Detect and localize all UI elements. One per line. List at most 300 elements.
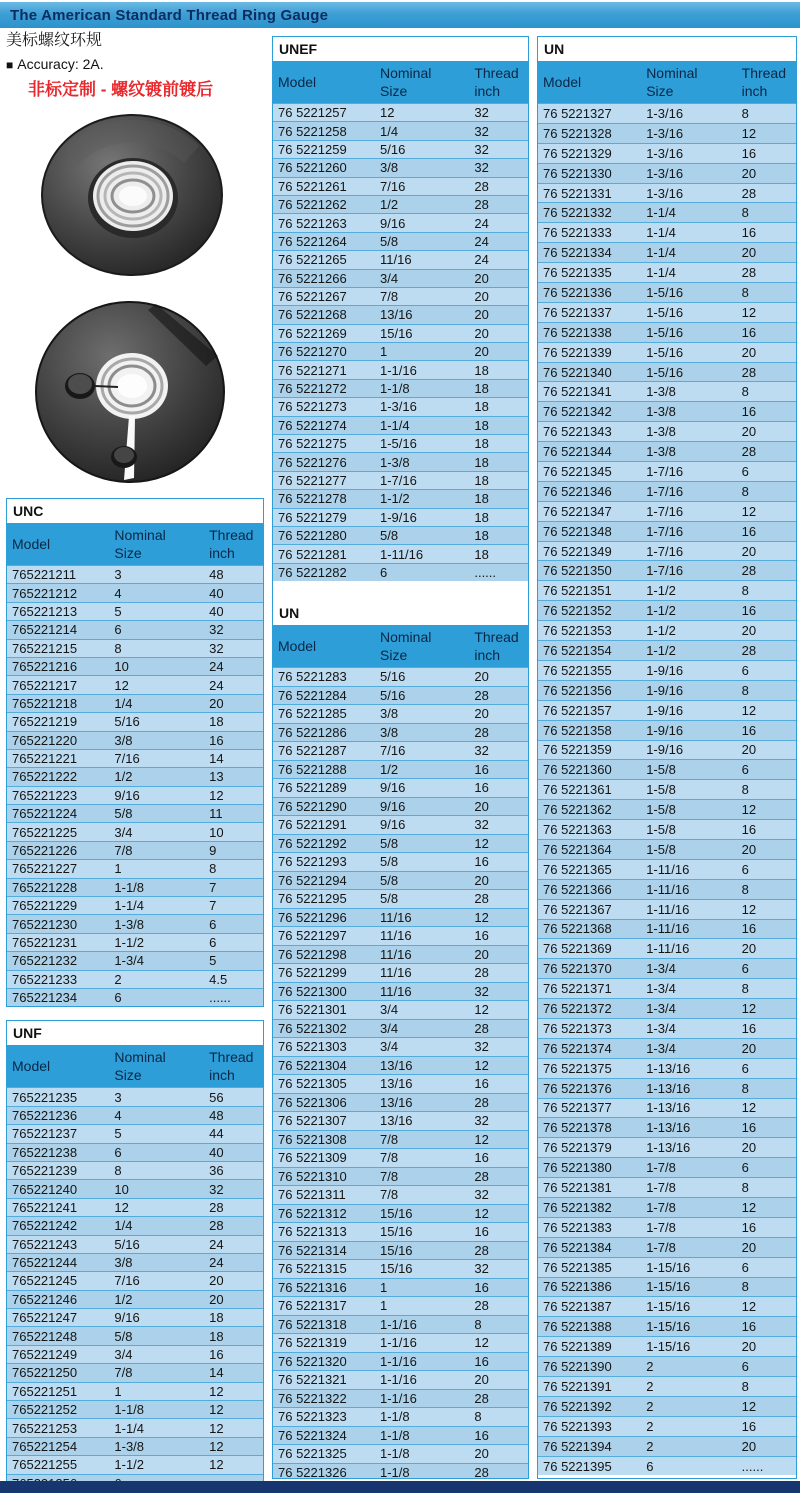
table-cell: 20	[469, 269, 528, 287]
table-cell: 76 5221310	[273, 1167, 375, 1186]
table-cell: 6	[204, 915, 263, 933]
table-row	[538, 1317, 796, 1337]
table-cell: 1-9/16	[641, 720, 736, 740]
table-row	[538, 1357, 796, 1377]
table-cell: 7/8	[375, 1149, 469, 1168]
table-cell: 3/8	[375, 705, 469, 724]
table-row	[273, 122, 528, 140]
table-cell: 76 5221309	[273, 1149, 375, 1168]
table-row	[538, 1197, 796, 1217]
table-cell: 765221213	[7, 602, 109, 620]
table-cell: 76 5221354	[538, 641, 641, 661]
table-cell: 76 5221391	[538, 1377, 641, 1397]
table-cell: 76 5221367	[538, 899, 641, 919]
table-cell: 10	[109, 657, 204, 675]
table-cell: 765221233	[7, 970, 109, 988]
table-cell: 16	[469, 1278, 528, 1297]
table-cell: 765221222	[7, 768, 109, 786]
table-cell: 32	[469, 104, 528, 122]
table-cell: 12	[204, 1401, 263, 1419]
table-cell: 8	[737, 780, 796, 800]
table-cell: 76 5221308	[273, 1130, 375, 1149]
table-cell: 765221214	[7, 621, 109, 639]
table-cell: 16	[737, 919, 796, 939]
table-cell: 16	[737, 601, 796, 621]
table-cell: 2	[641, 1436, 736, 1456]
table-row	[7, 657, 263, 675]
table-cell: 1	[375, 1278, 469, 1297]
table-row	[7, 988, 263, 1006]
table-row	[7, 1456, 263, 1474]
table-cell: 1-5/16	[641, 342, 736, 362]
table-row	[273, 871, 528, 890]
table-cell: 765221215	[7, 639, 109, 657]
table-row	[273, 435, 528, 453]
table-cell: 36	[204, 1161, 263, 1179]
table-row	[273, 1186, 528, 1205]
table-cell: 76 5221345	[538, 462, 641, 482]
table-row	[273, 1056, 528, 1075]
table-cell: 1/4	[109, 1217, 204, 1235]
table-row	[273, 1149, 528, 1168]
table-cell: 12	[469, 1001, 528, 1020]
table-row	[538, 919, 796, 939]
table-cell: 76 5221343	[538, 422, 641, 442]
table-cell: 16	[204, 731, 263, 749]
table-cell: 76 5221315	[273, 1260, 375, 1279]
table-cell: 76 5221385	[538, 1257, 641, 1277]
table-cell: 20	[737, 1138, 796, 1158]
table-cell: 20	[737, 839, 796, 859]
table-row	[7, 694, 263, 712]
table-cell: 12	[109, 676, 204, 694]
table-cell: 765221219	[7, 713, 109, 731]
section-gap	[273, 581, 528, 601]
table-cell: 11	[204, 805, 263, 823]
table-cell: 20	[469, 945, 528, 964]
column-header-model: Model	[7, 523, 109, 566]
table-cell: 2	[641, 1357, 736, 1377]
table-row	[273, 563, 528, 581]
table-cell: 32	[204, 1180, 263, 1198]
table-cell: 3/4	[109, 823, 204, 841]
table-cell: 44	[204, 1125, 263, 1143]
table-cell: 8	[737, 283, 796, 303]
table-cell: 1-13/16	[641, 1138, 736, 1158]
table-cell: 20	[737, 243, 796, 263]
table-cell: 76 5221356	[538, 680, 641, 700]
table-cell: 1-5/16	[641, 302, 736, 322]
table-cell: 10	[109, 1180, 204, 1198]
table-cell: 8	[737, 1178, 796, 1198]
table-cell: 76 5221325	[273, 1445, 375, 1464]
table-cell: 12	[737, 1197, 796, 1217]
table-cell: 32	[204, 639, 263, 657]
table-cell: 765221227	[7, 860, 109, 878]
table-cell: 12	[737, 800, 796, 820]
table-cell: 765221248	[7, 1327, 109, 1345]
table-row	[538, 581, 796, 601]
table-row	[538, 800, 796, 820]
table-cell: 7/16	[109, 1272, 204, 1290]
table-row	[273, 1038, 528, 1057]
table-row	[273, 927, 528, 946]
table-cell: 1/4	[375, 122, 469, 140]
table-row	[273, 982, 528, 1001]
table-row	[273, 1426, 528, 1445]
table-row	[538, 283, 796, 303]
table-cell: 76 5221389	[538, 1337, 641, 1357]
page-footer-bar	[0, 1481, 800, 1493]
table-row	[538, 561, 796, 581]
table-cell: 6	[375, 563, 469, 581]
table-cell: 765221245	[7, 1272, 109, 1290]
table-cell: 3/8	[375, 723, 469, 742]
table-row	[273, 1463, 528, 1479]
table-row	[538, 143, 796, 163]
table-cell: 6	[737, 1158, 796, 1178]
table-cell: 76 5221386	[538, 1277, 641, 1297]
table-cell: 76 5221365	[538, 859, 641, 879]
table-row	[7, 1272, 263, 1290]
table-cell: 1-1/16	[375, 1352, 469, 1371]
table-cell: 20	[469, 306, 528, 324]
table-cell: 1-1/16	[375, 1334, 469, 1353]
table-cell: 8	[737, 203, 796, 223]
table-cell: 76 5221261	[273, 177, 375, 195]
table-cell: 1-3/16	[641, 104, 736, 124]
table-cell: 7/16	[375, 742, 469, 761]
table-cell: 1-1/2	[641, 641, 736, 661]
table-cell: 1-1/16	[375, 1389, 469, 1408]
table-cell: 16	[737, 1317, 796, 1337]
table-cell: 76 5221266	[273, 269, 375, 287]
table-cell: 40	[204, 1143, 263, 1161]
table-cell: 28	[204, 1217, 263, 1235]
table-cell: 765221228	[7, 878, 109, 896]
table-cell: 1-5/8	[641, 800, 736, 820]
table-cell: 76 5221363	[538, 820, 641, 840]
table-cell: 1-7/8	[641, 1237, 736, 1257]
table-cell: 1-1/8	[375, 1463, 469, 1479]
table-cell: 76 5221289	[273, 779, 375, 798]
table-cell: 1-5/8	[641, 839, 736, 859]
table-cell: 76 5221277	[273, 471, 375, 489]
table-row	[538, 760, 796, 780]
table-row	[538, 1098, 796, 1118]
table-row	[7, 584, 263, 602]
table-cell: 32	[469, 122, 528, 140]
table-cell: 76 5221257	[273, 104, 375, 122]
table-cell: 12	[737, 899, 796, 919]
table-cell: 765221242	[7, 1217, 109, 1235]
table-row	[273, 453, 528, 471]
table-row	[538, 402, 796, 422]
table-row	[538, 1337, 796, 1357]
table-cell: 76 5221337	[538, 302, 641, 322]
table-cell: 32	[469, 1260, 528, 1279]
table-cell: 76 5221262	[273, 195, 375, 213]
table-cell: 5/8	[375, 871, 469, 890]
table-cell: 76 5221264	[273, 232, 375, 250]
table-cell: 76 5221351	[538, 581, 641, 601]
table-row	[538, 1138, 796, 1158]
table-cell: 6	[641, 1456, 736, 1475]
table-cell: 28	[469, 723, 528, 742]
table-cell: 13/16	[375, 1093, 469, 1112]
table-cell: 76 5221282	[273, 563, 375, 581]
table-row	[273, 508, 528, 526]
table-row	[273, 195, 528, 213]
table-cell: 1/4	[109, 694, 204, 712]
table-cell: 1-13/16	[641, 1058, 736, 1078]
table-cell: 20	[469, 287, 528, 305]
table-row	[273, 1278, 528, 1297]
table-row	[538, 740, 796, 760]
table-row	[538, 203, 796, 223]
table-cell: 12	[469, 1130, 528, 1149]
table-cell: 11/16	[375, 945, 469, 964]
table-cell: 1-1/2	[641, 581, 736, 601]
table-cell: 76 5221307	[273, 1112, 375, 1131]
table-cell: 12	[469, 1056, 528, 1075]
table-row	[273, 251, 528, 269]
table-row	[538, 223, 796, 243]
table-row	[538, 1018, 796, 1038]
table-cell: 24	[469, 251, 528, 269]
table-cell: 1-3/16	[641, 123, 736, 143]
table-row	[538, 422, 796, 442]
table-cell: 18	[469, 508, 528, 526]
table-cell: 15/16	[375, 1204, 469, 1223]
table-cell: 1-7/16	[641, 521, 736, 541]
table-cell: 3	[109, 566, 204, 584]
table-row	[273, 797, 528, 816]
column-header-nominal-size: Nominal Size	[109, 1045, 204, 1088]
table-cell: 5	[204, 952, 263, 970]
table-cell: 76 5221355	[538, 660, 641, 680]
table-cell: 16	[469, 1075, 528, 1094]
table-cell: 12	[204, 1419, 263, 1437]
table-cell: 1-7/8	[641, 1178, 736, 1198]
table-cell: 76 5221328	[538, 123, 641, 143]
table-cell: 18	[469, 379, 528, 397]
table-row	[7, 952, 263, 970]
table-cell: 16	[469, 853, 528, 872]
table-cell: 1	[109, 860, 204, 878]
table-row	[538, 442, 796, 462]
table-row	[7, 768, 263, 786]
table-cell: 76 5221285	[273, 705, 375, 724]
table-cell: 76 5221263	[273, 214, 375, 232]
table-row	[273, 398, 528, 416]
table-row	[538, 720, 796, 740]
table-cell: 5/16	[109, 1235, 204, 1253]
table-cell: 765221236	[7, 1106, 109, 1124]
table-row	[538, 939, 796, 959]
table-cell: 6	[737, 1257, 796, 1277]
table-row	[538, 481, 796, 501]
table-cell: 76 5221341	[538, 382, 641, 402]
table-row	[538, 104, 796, 124]
table-cell: 13/16	[375, 306, 469, 324]
table-cell: 20	[469, 797, 528, 816]
table-cell: 16	[737, 521, 796, 541]
table-row	[538, 382, 796, 402]
table-cell: 76 5221322	[273, 1389, 375, 1408]
table-cell: 1/2	[375, 760, 469, 779]
table-cell: 28	[737, 561, 796, 581]
table-row	[538, 1058, 796, 1078]
table-cell: 7/8	[109, 1364, 204, 1382]
table-cell: 1-3/16	[641, 143, 736, 163]
table-row	[538, 1118, 796, 1138]
table-row	[7, 878, 263, 896]
table-cell: 12	[737, 302, 796, 322]
table-cell: 28	[737, 183, 796, 203]
table-row	[273, 1260, 528, 1279]
table-cell: 76 5221271	[273, 361, 375, 379]
table-cell: 76 5221323	[273, 1408, 375, 1427]
table-cell: 76 5221372	[538, 999, 641, 1019]
table-cell: 20	[469, 1445, 528, 1464]
table-cell: 8	[737, 382, 796, 402]
table-cell: 1-15/16	[641, 1337, 736, 1357]
table-cell: 24	[469, 214, 528, 232]
table-cell: 76 5221272	[273, 379, 375, 397]
table-cell: 12	[737, 123, 796, 143]
table-cell: 18	[469, 416, 528, 434]
table-row	[273, 816, 528, 835]
table-cell: 765221223	[7, 786, 109, 804]
table-cell: 76 5221314	[273, 1241, 375, 1260]
table-cell: 76 5221381	[538, 1178, 641, 1198]
table-cell: 765221232	[7, 952, 109, 970]
table-cell: 76 5221382	[538, 1197, 641, 1217]
table-cell: 1-5/8	[641, 820, 736, 840]
table-cell: 76 5221318	[273, 1315, 375, 1334]
table-row	[273, 343, 528, 361]
table-cell: 76 5221362	[538, 800, 641, 820]
table-row	[7, 1253, 263, 1271]
table-row	[538, 959, 796, 979]
table-cell: 20	[469, 668, 528, 687]
column-header-thread-inch: Thread inch	[737, 61, 796, 104]
table-cell: 765221250	[7, 1364, 109, 1382]
table-cell: 7/8	[109, 841, 204, 859]
table-cell: 765221225	[7, 823, 109, 841]
table-cell: 5/8	[375, 526, 469, 544]
table-cell: 1-3/4	[641, 1018, 736, 1038]
table-cell: 76 5221293	[273, 853, 375, 872]
table-cell: 6	[737, 959, 796, 979]
table-cell: 7/16	[109, 749, 204, 767]
table-row	[538, 999, 796, 1019]
table-cell: 8	[469, 1315, 528, 1334]
table-cell: 3/8	[109, 731, 204, 749]
table-cell: 9/16	[375, 816, 469, 835]
table-cell: 1-3/8	[641, 382, 736, 402]
table-cell: 28	[737, 442, 796, 462]
table-cell: 1-1/8	[375, 1426, 469, 1445]
page-header-bar	[0, 2, 800, 28]
table-cell: 76 5221319	[273, 1334, 375, 1353]
table-row	[7, 786, 263, 804]
table-cell: 14	[204, 1364, 263, 1382]
table-row	[7, 1198, 263, 1216]
table-row	[7, 1419, 263, 1437]
table-cell: 76 5221311	[273, 1186, 375, 1205]
table-cell: 9/16	[375, 779, 469, 798]
table-row	[7, 1125, 263, 1143]
table-cell: 4	[109, 1106, 204, 1124]
table-row	[273, 908, 528, 927]
table-cell: 28	[469, 1241, 528, 1260]
table-cell: 76 5221357	[538, 700, 641, 720]
table-cell: 48	[204, 1106, 263, 1124]
table-cell: 3/4	[375, 1001, 469, 1020]
table-cell: 4.5	[204, 970, 263, 988]
table-cell: 1-7/16	[641, 481, 736, 501]
table-row	[273, 1445, 528, 1464]
table-cell: 20	[204, 1272, 263, 1290]
table-row	[538, 163, 796, 183]
table-cell: 8	[204, 860, 263, 878]
table-cell: 76 5221302	[273, 1019, 375, 1038]
table-cell: 1-3/16	[641, 163, 736, 183]
table-row	[538, 1297, 796, 1317]
table-cell: 76 5221377	[538, 1098, 641, 1118]
table-cell: 7/8	[375, 1130, 469, 1149]
table-row	[538, 1436, 796, 1456]
table-row	[7, 860, 263, 878]
table-cell: 12	[737, 501, 796, 521]
table-row	[538, 641, 796, 661]
table-cell: 76 5221294	[273, 871, 375, 890]
table-cell: 1-5/16	[375, 435, 469, 453]
table-cell: 76 5221281	[273, 545, 375, 563]
table-row	[7, 1106, 263, 1124]
table-cell: 28	[469, 890, 528, 909]
table-cell: 8	[737, 1078, 796, 1098]
table-cell: 76 5221260	[273, 159, 375, 177]
table-row	[538, 820, 796, 840]
table-cell: 20	[469, 324, 528, 342]
table-cell: 765221216	[7, 657, 109, 675]
table-cell: 1-11/16	[641, 919, 736, 939]
table-cell: 765221218	[7, 694, 109, 712]
table-cell: 6	[109, 621, 204, 639]
table-cell: 765221230	[7, 915, 109, 933]
table-cell: 6	[737, 859, 796, 879]
table-row	[273, 104, 528, 122]
table-row	[538, 1377, 796, 1397]
table-cell: 12	[469, 1334, 528, 1353]
table-cell: 3/4	[375, 1019, 469, 1038]
column-header-nominal-size: Nominal Size	[641, 61, 736, 104]
un-right-table	[538, 61, 796, 1475]
table-cell: 16	[737, 402, 796, 422]
table-cell: 1-11/16	[641, 939, 736, 959]
table-cell: 6	[737, 760, 796, 780]
table-cell: 32	[469, 982, 528, 1001]
table-cell: 16	[737, 1118, 796, 1138]
column-header-model: Model	[538, 61, 641, 104]
table-cell: 28	[469, 686, 528, 705]
table-cell: 1-3/4	[641, 979, 736, 999]
table-cell: 11/16	[375, 251, 469, 269]
table-row	[538, 541, 796, 561]
